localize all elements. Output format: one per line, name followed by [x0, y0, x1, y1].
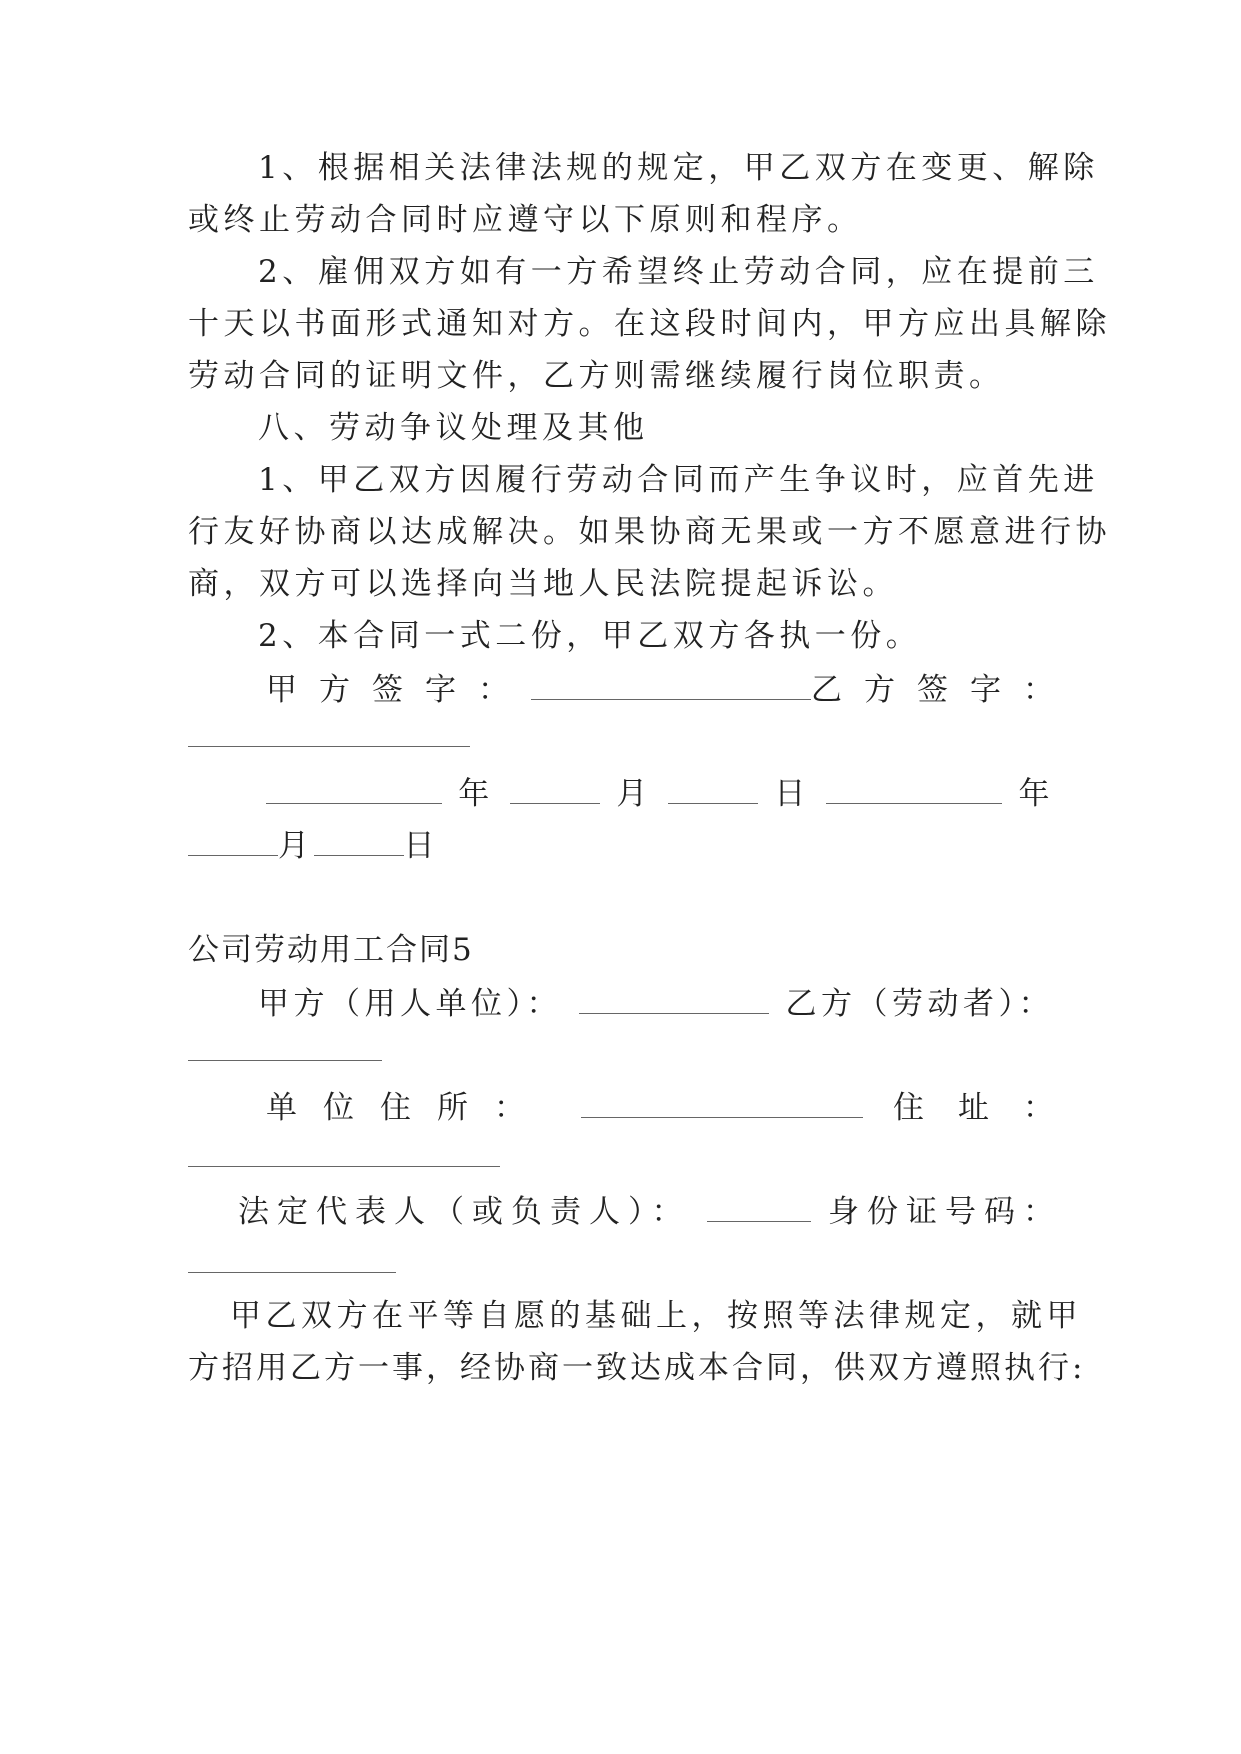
party-a-year-blank [266, 779, 442, 804]
section8-item1-line3 [188, 564, 1054, 604]
preamble-line1-text: 甲乙双方在平等自愿的基础上，按照等法律规定，就甲 [230, 1298, 1082, 1334]
preamble-line2 [188, 1348, 1086, 1388]
section8-heading [258, 408, 1054, 448]
date-row [266, 774, 1054, 814]
party-a-signature-label: 甲方签字： [266, 672, 531, 708]
party-a-month-label: 月 [616, 776, 652, 812]
date-row-continued [188, 826, 1054, 866]
party-b-worker-blank [188, 1060, 382, 1061]
address-row [266, 1088, 1088, 1128]
preamble-line2-text: 方招用乙方一事，经协商一致达成本合同，供双方遵照执行: [188, 1350, 1086, 1386]
section7-item1-line2-text: 或终止劳动合同时应遵守以下原则和程序。 [188, 202, 863, 238]
section8-item1-line1 [258, 460, 1099, 500]
party-a-day-label: 日 [774, 776, 810, 812]
id-number-blank [188, 1272, 396, 1273]
party-b-year-label: 年 [1018, 776, 1054, 812]
parties-row [258, 984, 1054, 1024]
party-a-employer-blank [579, 989, 769, 1014]
section7-item2-line2-text: 十天以书面形式通知对方。在这段时间内，甲方应出具解除 [188, 306, 1111, 342]
employer-address-blank [581, 1093, 863, 1118]
legal-rep-row [238, 1192, 1062, 1232]
party-b-month-label: 月 [278, 828, 314, 864]
section8-item1-line2 [188, 512, 1111, 552]
signature-row [266, 670, 1076, 710]
worker-address-label: 住址： [893, 1090, 1088, 1126]
section7-item2-line3 [188, 356, 1054, 396]
party-a-day-blank [668, 779, 758, 804]
section7-item2-line1-text: 2、雇佣双方如有一方希望终止劳动合同，应在提前三 [258, 254, 1099, 290]
employer-address-label: 单位住所： [266, 1090, 551, 1126]
party-b-month-blank [188, 831, 278, 856]
party-b-signature-blank [188, 746, 470, 747]
party-b-day-blank [314, 831, 404, 856]
party-a-employer-label: 甲方（用人单位）： [258, 986, 562, 1022]
section7-item2-line2 [188, 304, 1111, 344]
section8-item2 [258, 616, 1054, 656]
section7-item1-line2 [188, 200, 1054, 240]
section8-item1-line3-text: 商，双方可以选择向当地人民法院提起诉讼。 [188, 566, 898, 602]
party-b-year-blank [826, 779, 1002, 804]
party-a-signature-blank [531, 675, 811, 700]
party-a-month-blank [510, 779, 600, 804]
party-a-year-label: 年 [458, 776, 494, 812]
legal-rep-label: 法定代表人（或负责人）： [238, 1194, 691, 1230]
section8-heading-text: 八、劳动争议处理及其他 [258, 410, 649, 446]
section8-item1-line1-text: 1、甲乙双方因履行劳动合同而产生争议时，应首先进 [258, 462, 1099, 498]
worker-address-blank [188, 1166, 500, 1167]
section8-item2-text: 2、本合同一式二份，甲乙双方各执一份。 [258, 618, 922, 654]
section7-item1-line1 [258, 148, 1099, 188]
section8-item1-line2-text: 行友好协商以达成解决。如果协商无果或一方不愿意进行协 [188, 514, 1111, 550]
legal-rep-blank [707, 1197, 811, 1222]
contract5-title: 公司劳动用工合同5 [188, 932, 474, 968]
section7-item2-line3-text: 劳动合同的证明文件，乙方则需继续履行岗位职责。 [188, 358, 1005, 394]
preamble-line1 [230, 1296, 1082, 1336]
section7-item2-line1 [258, 252, 1099, 292]
id-number-label: 身份证号码： [828, 1194, 1062, 1230]
party-b-worker-label: 乙方（劳动者）： [785, 986, 1054, 1022]
section7-item1-line1-text: 1、根据相关法律法规的规定，甲乙双方在变更、解除 [258, 150, 1099, 186]
party-b-day-label: 日 [403, 828, 439, 864]
party-b-signature-label: 乙方签字： [811, 672, 1076, 708]
